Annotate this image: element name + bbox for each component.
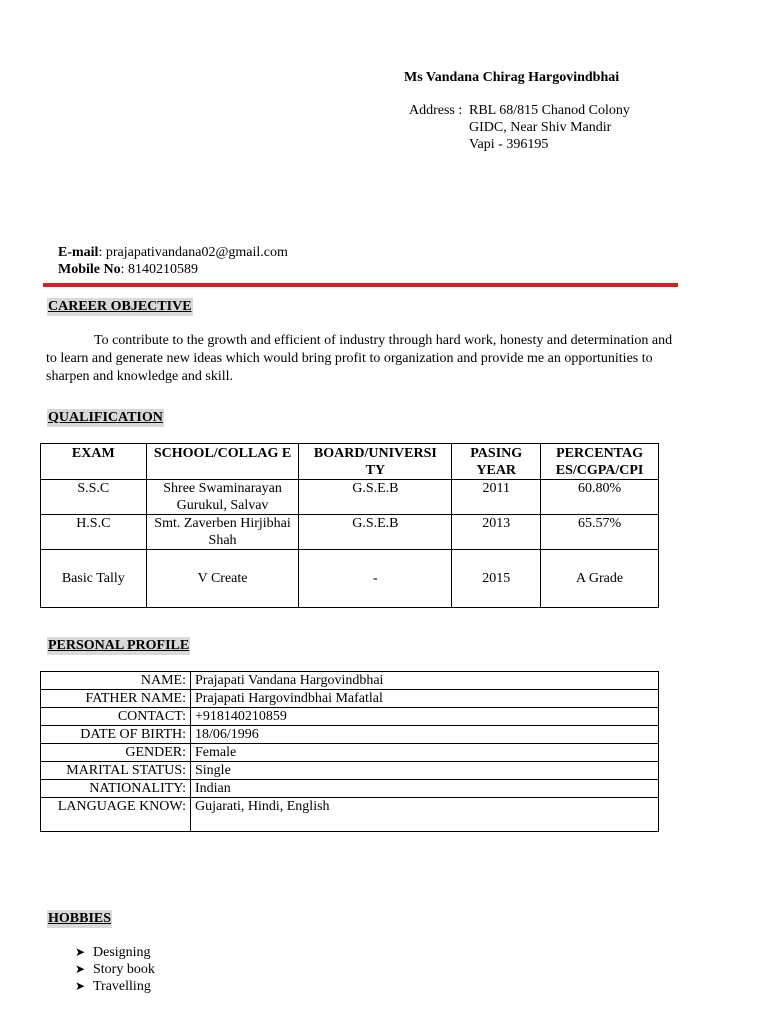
cell-percentage: 65.57% bbox=[541, 515, 659, 550]
mobile-value: : 8140210589 bbox=[120, 262, 198, 277]
cell-school: Smt. Zaverben Hirjibhai Shah bbox=[146, 515, 299, 550]
email-value[interactable]: : prajapativandana02@gmail.com bbox=[98, 245, 288, 260]
cell-exam: H.S.C bbox=[41, 515, 147, 550]
cell-exam: S.S.C bbox=[41, 480, 147, 515]
qualification-header-row bbox=[41, 444, 659, 480]
arrow-bullet-icon: ➤ bbox=[75, 962, 86, 976]
cell-year: 2013 bbox=[452, 515, 541, 550]
col-header-school: SCHOOL/COLLAG E bbox=[146, 444, 299, 480]
profile-value: Gujarati, Hindi, English bbox=[191, 798, 659, 832]
cell-board: - bbox=[299, 550, 452, 608]
mobile-label: Mobile No bbox=[58, 262, 121, 277]
table-row bbox=[41, 780, 659, 798]
profile-key: GENDER: bbox=[41, 744, 191, 762]
profile-value: Prajapati Hargovindbhai Mafatlal bbox=[191, 690, 659, 708]
address-line-3: Vapi - 396195 bbox=[469, 137, 549, 152]
address-line-2: GIDC, Near Shiv Mandir bbox=[469, 120, 612, 135]
col-header-board: BOARD/UNIVERSI TY bbox=[299, 444, 452, 480]
table-row bbox=[41, 515, 659, 550]
candidate-name: Ms Vandana Chirag Hargovindbhai bbox=[404, 70, 620, 85]
profile-key: FATHER NAME: bbox=[41, 690, 191, 708]
qualification-heading: QUALIFICATION bbox=[48, 410, 163, 425]
arrow-bullet-icon: ➤ bbox=[75, 979, 86, 993]
list-item bbox=[75, 978, 155, 995]
table-row bbox=[41, 726, 659, 744]
list-item bbox=[75, 961, 155, 978]
address-block bbox=[409, 102, 630, 153]
cell-school: V Create bbox=[146, 550, 299, 608]
cell-board: G.S.E.B bbox=[299, 515, 452, 550]
table-row bbox=[41, 480, 659, 515]
career-objective-heading: CAREER OBJECTIVE bbox=[48, 299, 192, 314]
list-item bbox=[75, 944, 155, 961]
hobbies-list bbox=[75, 944, 155, 995]
career-objective-text bbox=[46, 332, 676, 386]
header-divider bbox=[43, 283, 678, 287]
profile-key: MARITAL STATUS: bbox=[41, 762, 191, 780]
profile-value: 18/06/1996 bbox=[191, 726, 659, 744]
personal-profile-table bbox=[40, 671, 659, 832]
hobby-label: Designing bbox=[93, 945, 151, 960]
table-row bbox=[41, 708, 659, 726]
address-label: Address : bbox=[409, 103, 463, 118]
profile-value: +918140210859 bbox=[191, 708, 659, 726]
cell-school: Shree Swaminarayan Gurukul, Salvav bbox=[146, 480, 299, 515]
profile-value: Single bbox=[191, 762, 659, 780]
cell-year: 2011 bbox=[452, 480, 541, 515]
arrow-bullet-icon: ➤ bbox=[75, 945, 86, 959]
table-row bbox=[41, 672, 659, 690]
contact-block bbox=[58, 244, 288, 278]
cell-exam: Basic Tally bbox=[41, 550, 147, 608]
profile-value: Indian bbox=[191, 780, 659, 798]
col-header-exam: EXAM bbox=[41, 444, 147, 480]
profile-value: Female bbox=[191, 744, 659, 762]
table-row bbox=[41, 550, 659, 608]
hobby-label: Story book bbox=[93, 962, 155, 977]
table-row bbox=[41, 744, 659, 762]
qualification-table bbox=[40, 443, 659, 608]
personal-profile-heading: PERSONAL PROFILE bbox=[48, 638, 190, 653]
profile-value: Prajapati Vandana Hargovindbhai bbox=[191, 672, 659, 690]
address-line-1: RBL 68/815 Chanod Colony bbox=[469, 103, 630, 118]
profile-key: NAME: bbox=[41, 672, 191, 690]
hobby-label: Travelling bbox=[93, 979, 151, 994]
email-label: E-mail bbox=[58, 245, 99, 260]
cell-percentage: 60.80% bbox=[541, 480, 659, 515]
profile-key: LANGUAGE KNOW: bbox=[41, 798, 191, 832]
cell-year: 2015 bbox=[452, 550, 541, 608]
career-objective-body: To contribute to the growth and efficient of industry through hard work, honesty and determination and to learn and generate new ideas which would bring profit to organization and provide me an opportunities to sharpen and knowledge and skill. bbox=[46, 333, 673, 384]
hobbies-heading: HOBBIES bbox=[48, 911, 112, 926]
profile-key: DATE OF BIRTH: bbox=[41, 726, 191, 744]
col-header-year: PASING YEAR bbox=[452, 444, 541, 480]
table-row bbox=[41, 762, 659, 780]
profile-key: NATIONALITY: bbox=[41, 780, 191, 798]
cell-percentage: A Grade bbox=[541, 550, 659, 608]
cell-board: G.S.E.B bbox=[299, 480, 452, 515]
profile-key: CONTACT: bbox=[41, 708, 191, 726]
table-row bbox=[41, 798, 659, 832]
col-header-percentage: PERCENTAG ES/CGPA/CPI bbox=[541, 444, 659, 480]
table-row bbox=[41, 690, 659, 708]
